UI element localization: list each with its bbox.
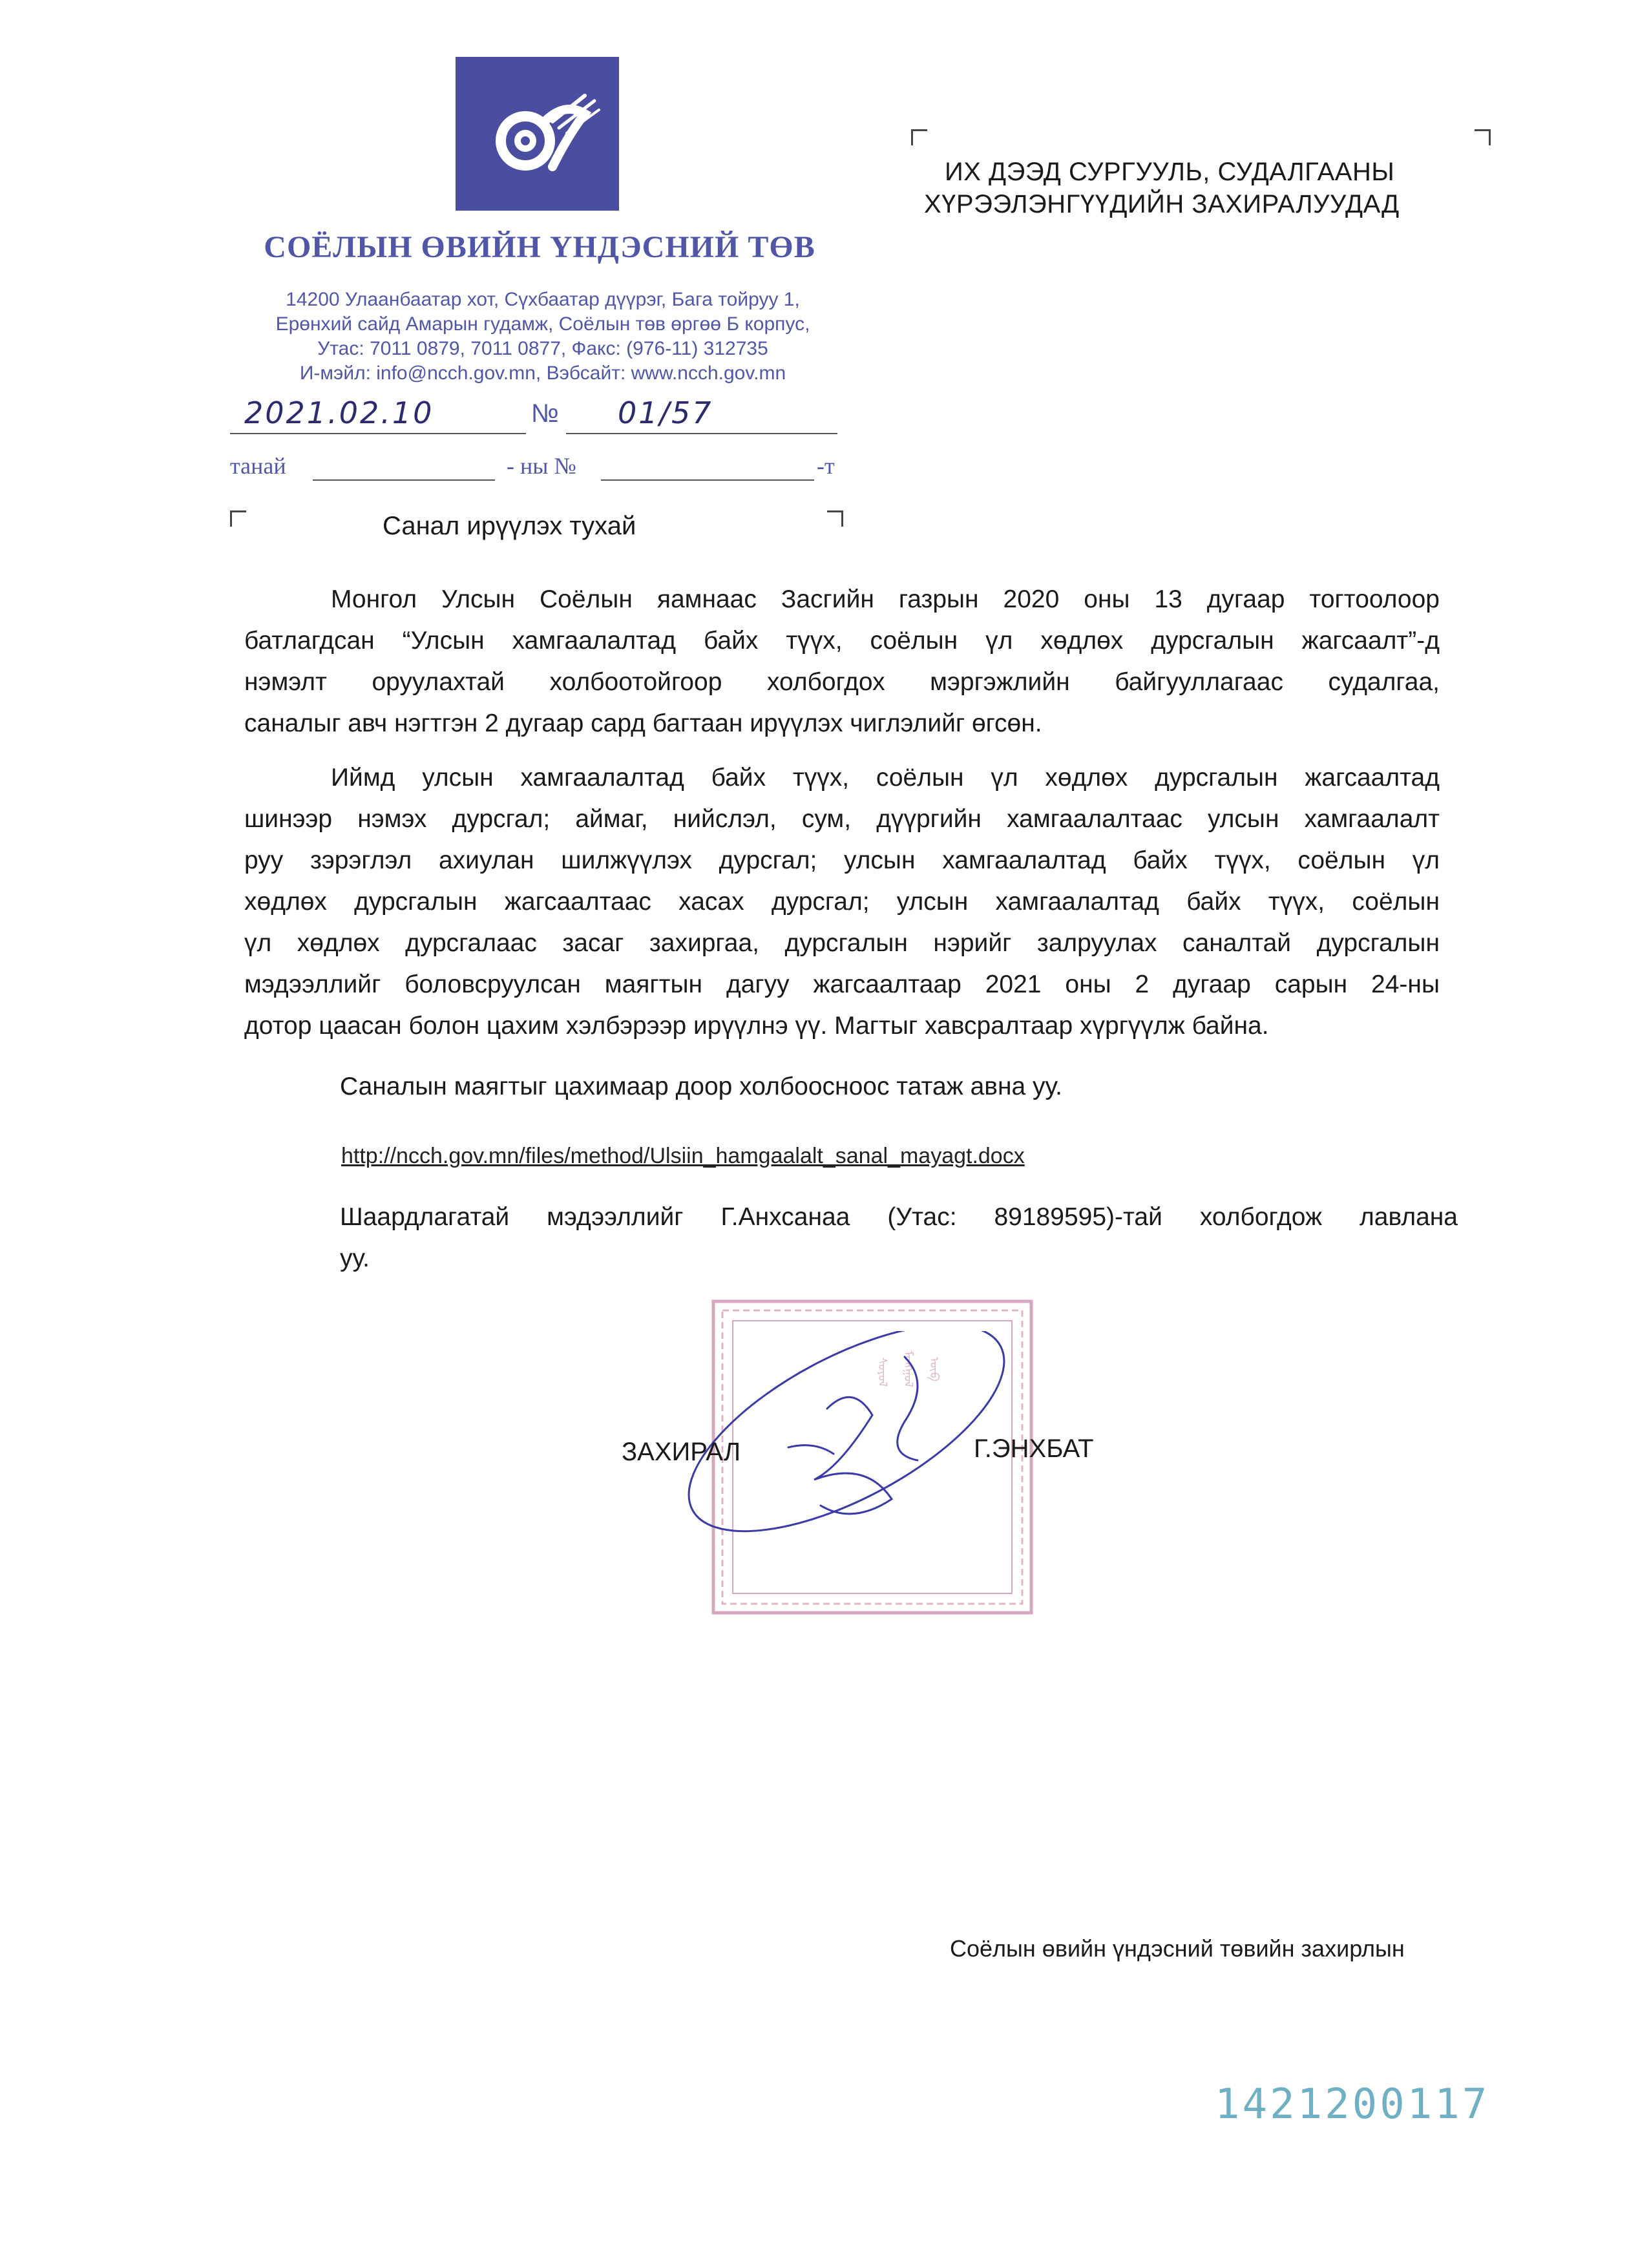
address-line: Ерөнхий сайд Амарын гудамж, Соёлын төв өргөө Б корпус, xyxy=(275,313,810,335)
address-line: Утас: 7011 0879, 7011 0877, Факс: (976-11) 312735 xyxy=(317,338,768,359)
paragraph-4 xyxy=(340,1197,1458,1279)
your-date-field xyxy=(313,455,495,481)
text-line: Монгол Улсын Соёлын яамнаас Засгийн газрын 2020 оны 13 дугаар тогтоолоор xyxy=(331,585,1440,613)
your-number-label: - ны № xyxy=(507,453,576,479)
subject: Санал ирүүлэх тухай xyxy=(383,512,636,540)
text-line: нэмэлт оруулахтай холбоотойгоор холбогдох мэргэжлийн байгууллагаас судалгаа, xyxy=(244,668,1440,696)
svg-text:ᠮᠣᠩᠭᠣᠯ: ᠮᠣᠩᠭᠣᠯ xyxy=(901,1350,915,1387)
director-name: Г.ЭНХБАТ xyxy=(974,1434,1094,1463)
corner-mark xyxy=(827,510,843,527)
recipient-line: ХҮРЭЭЛЭНГҮҮДИЙН ЗАХИРАЛУУДАД xyxy=(924,190,1400,218)
footer-org-text: Соёлын өвийн үндэсний төвийн захирлын xyxy=(950,1935,1405,1962)
your-label: танай xyxy=(230,453,286,479)
corner-mark xyxy=(911,129,927,145)
paragraph-2 xyxy=(244,757,1440,1047)
recipient-line: ИХ ДЭЭД СУРГУУЛЬ, СУДАЛГААНЫ xyxy=(945,158,1395,186)
text-line: мэдээллийг боловсруулсан маягтын дагуу жагсаалтаар 2021 оны 2 дугаар сарын 24-ны xyxy=(244,971,1440,998)
text-line: саналыг авч нэгтгэн 2 дугаар сард багтаан ирүүлэх чиглэлийг өгсөн. xyxy=(244,709,1042,737)
director-title: ЗАХИРАЛ xyxy=(622,1438,741,1466)
corner-mark xyxy=(230,510,246,527)
your-end: -т xyxy=(817,453,835,479)
text-line: Шаардлагатай мэдээллийг Г.Анхсанаа (Утас: 89189595)-тай холбогдож лавлана xyxy=(340,1203,1458,1231)
text-line: шинээр нэмэх дурсгал; аймаг, нийслэл, сум, дүүргийн хамгаалалтаас улсын хамгаалалт xyxy=(244,805,1440,833)
text-line: хөдлөх дурсгалын жагсаалтаас хасах дурсгал; улсын хамгаалалтад байх түүх, соёлын xyxy=(244,888,1440,916)
number-value: 01/57 xyxy=(618,395,713,430)
org-name: СОЁЛЫН ӨВИЙН ҮНДЭСНИЙ ТӨВ xyxy=(264,230,815,264)
number-field xyxy=(566,395,837,434)
address-line: 14200 Улаанбаатар хот, Сүхбаатар дүүрэг, Бага тойруу 1, xyxy=(286,289,800,310)
text-line: үл хөдлөх дурсгалаас засаг захиргаа, дурсгалын нэрийг залруулах саналтай дурсгалын xyxy=(244,929,1440,957)
paragraph-3: Саналын маягтыг цахимаар доор холбоосноос татаж авна уу. xyxy=(340,1073,1062,1100)
date-value: 2021.02.10 xyxy=(244,395,434,430)
text-line: дотор цаасан болон цахим хэлбэрээр ирүүлнэ үү. Магтыг хавсралтаар хүргүүлж байна. xyxy=(244,1012,1269,1040)
date-field xyxy=(230,395,526,434)
text-line: уу. xyxy=(340,1244,370,1272)
text-line: батлагдсан “Улсын хамгаалалтад байх түүх, соёлын үл хөдлөх дурсгалын жагсаалт”-д xyxy=(244,627,1440,655)
svg-text:ᠥᠪ: ᠥᠪ xyxy=(927,1357,941,1381)
corner-mark xyxy=(1475,129,1491,145)
svg-text:ᠰᠣᠶᠣᠯ: ᠰᠣᠶᠣᠯ xyxy=(876,1357,889,1387)
your-number-field xyxy=(601,455,814,481)
address-line: И-мэйл: info@ncch.gov.mn, Вэбсайт: www.ncch.gov.mn xyxy=(299,362,786,384)
paragraph-1 xyxy=(244,579,1440,744)
ncch-logo-icon xyxy=(456,57,619,211)
registration-number: 1421200117 xyxy=(1215,2081,1490,2128)
text-line: руу зэрэглэл ахиулан шилжүүлэх дурсгал; улсын хамгаалалтад байх түүх, соёлын үл xyxy=(244,846,1440,874)
logo xyxy=(456,57,619,211)
download-link[interactable]: http://ncch.gov.mn/files/method/Ulsiin_hamgaalalt_sanal_mayagt.docx xyxy=(341,1144,1025,1168)
text-line: Иймд улсын хамгаалалтад байх түүх, соёлын үл хөдлөх дурсгалын жагсаалтад xyxy=(331,764,1440,792)
number-sign: № xyxy=(531,399,559,428)
